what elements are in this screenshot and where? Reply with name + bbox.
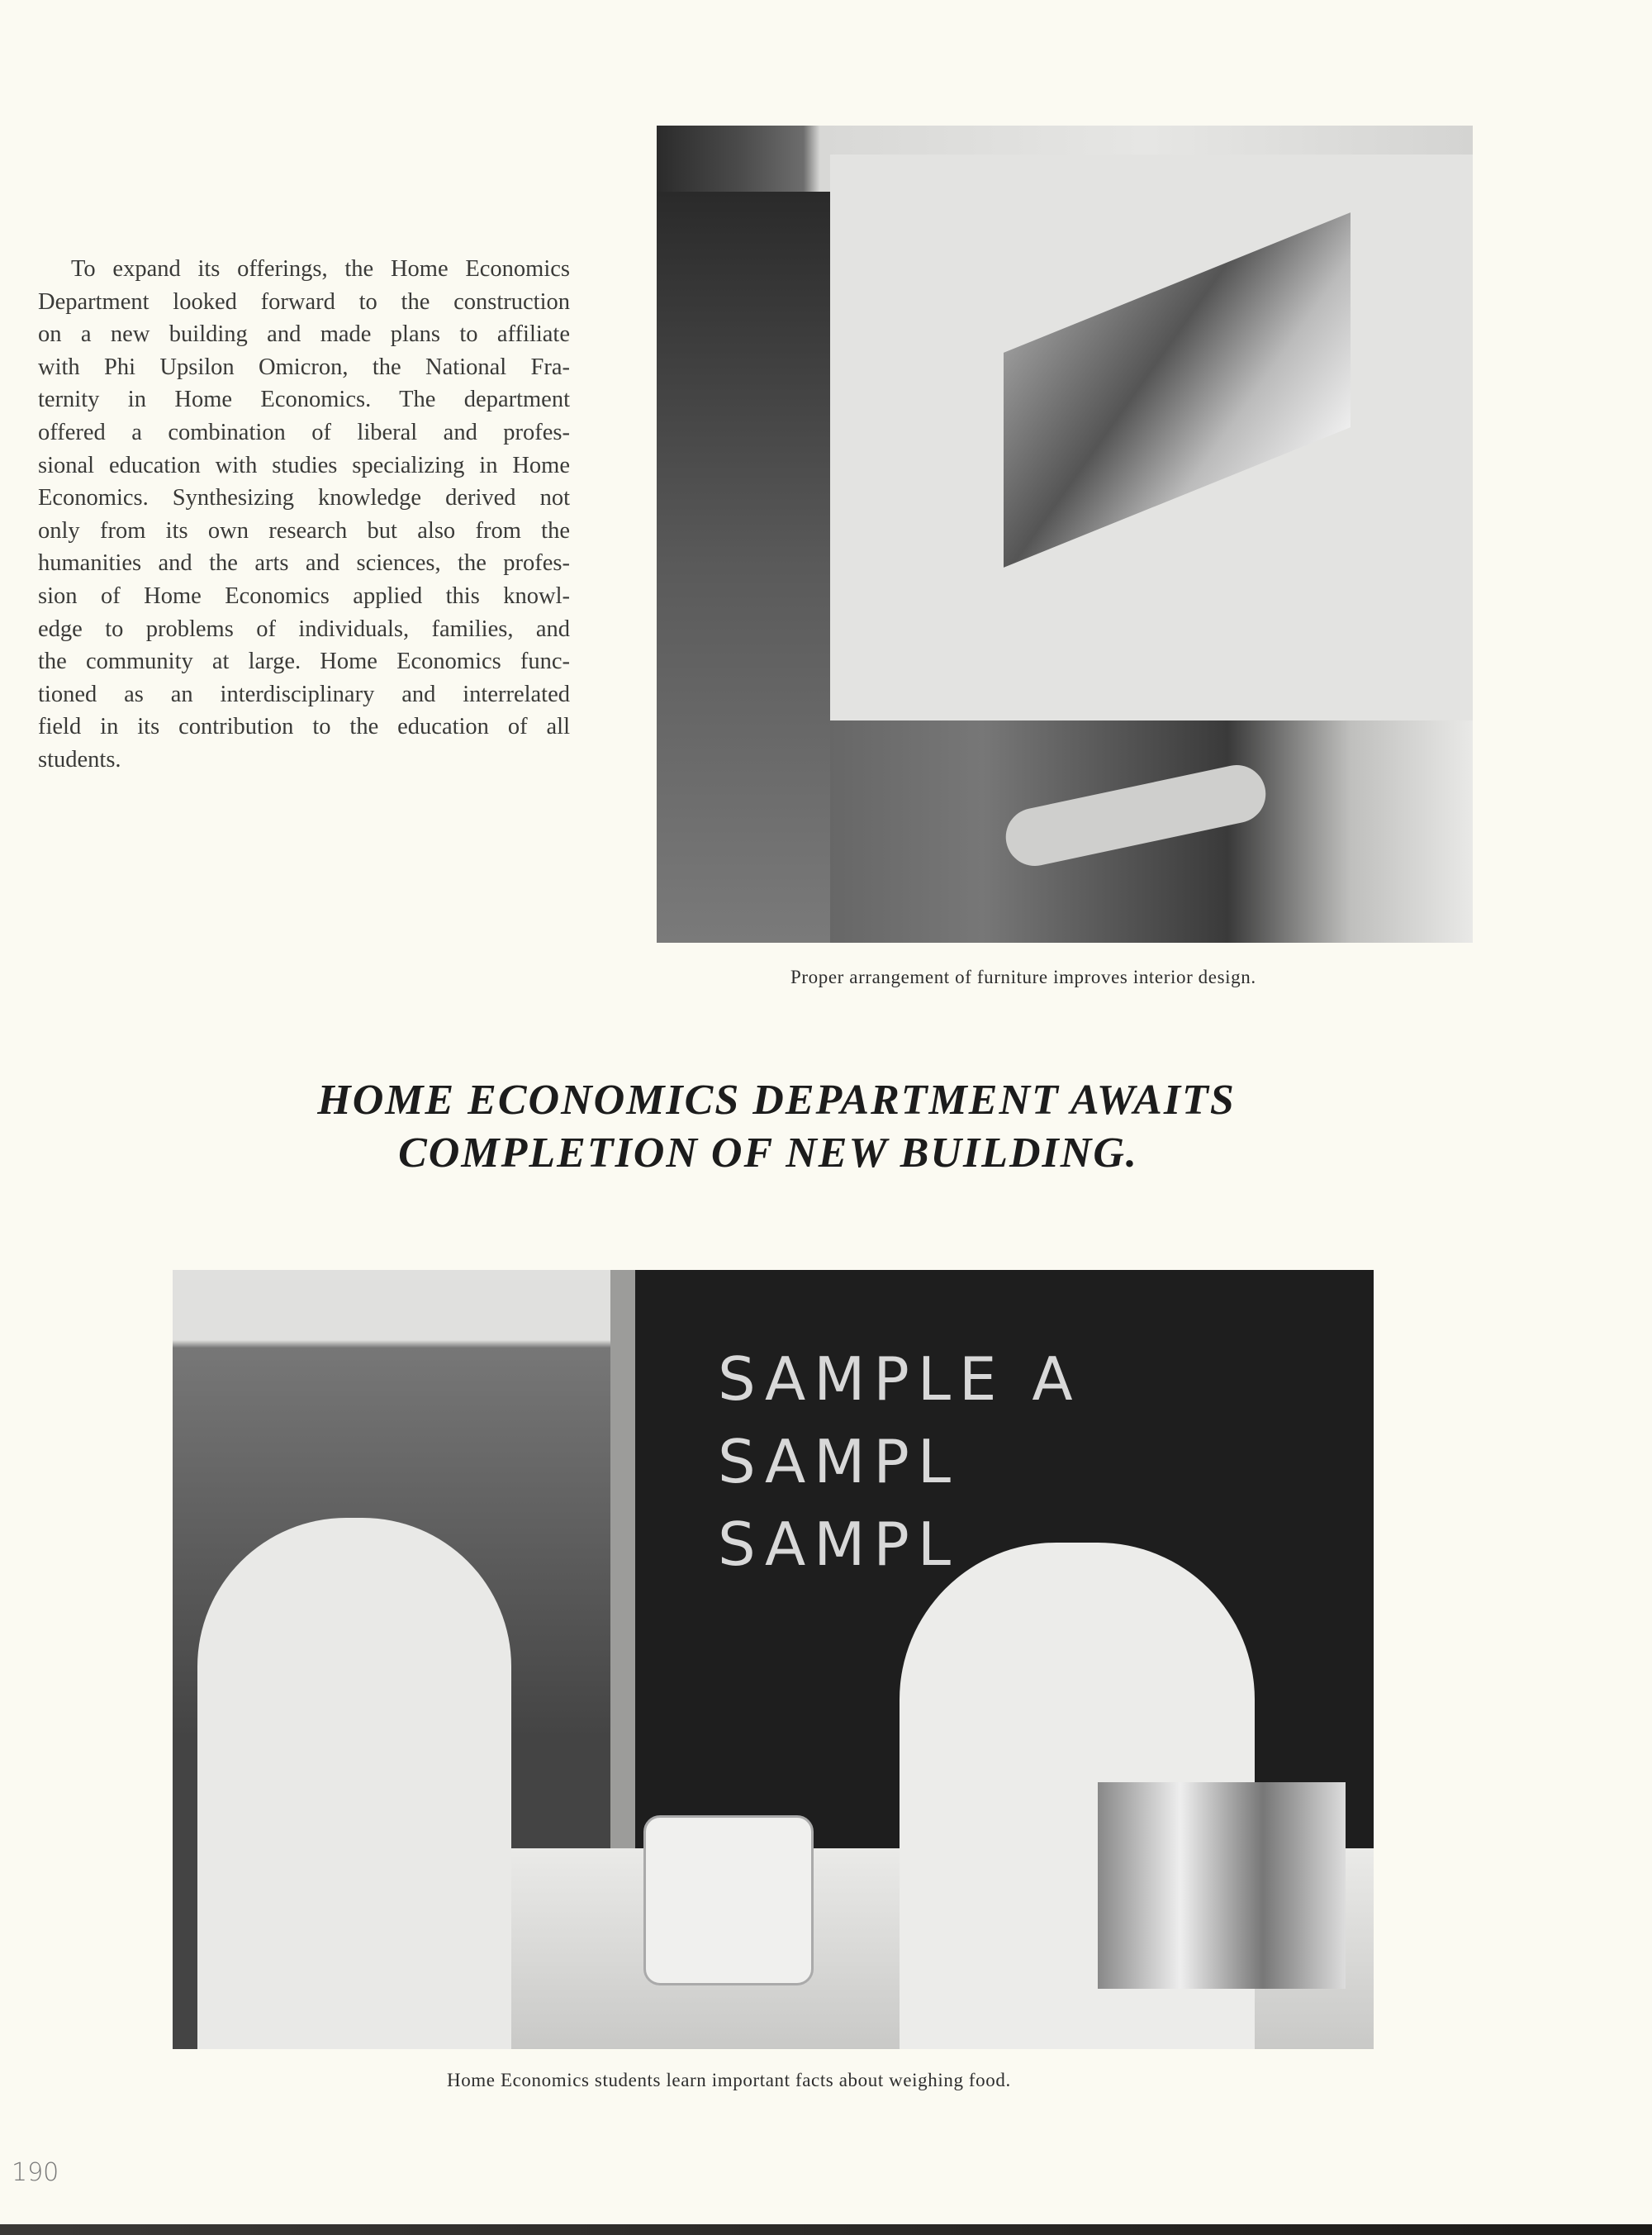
- body-line: Economics. Synthesizing knowledge derived not: [38, 485, 570, 511]
- body-line: sional education with studies specializing in Home: [38, 452, 570, 478]
- body-line: the community at large. Home Economics func-: [38, 649, 570, 675]
- chalk-text: SAMPL: [718, 1510, 959, 1579]
- body-line: students.: [38, 746, 121, 773]
- body-line: ternity in Home Economics. The department: [38, 387, 570, 413]
- scan-edge: [0, 2224, 1652, 2235]
- headline-line-2: COMPLETION OF NEW BUILDING.: [398, 1129, 1138, 1177]
- interior-design-photo: [657, 126, 1473, 943]
- body-line: To expand its offerings, the Home Economics: [71, 256, 570, 282]
- chalk-text: SAMPLE A: [718, 1344, 1081, 1414]
- photo1-caption: Proper arrangement of furniture improves interior design.: [790, 967, 1256, 987]
- weighing-food-photo: [173, 1270, 1374, 2049]
- photo2-caption: Home Economics students learn important facts about weighing food.: [447, 2070, 1011, 2090]
- body-line: sion of Home Economics applied this knowl-: [38, 583, 570, 609]
- body-line: on a new building and made plans to affiliate: [38, 321, 570, 348]
- body-line: tioned as an interdisciplinary and interrelated: [38, 681, 570, 707]
- kitchen-scale: [643, 1815, 814, 1985]
- body-line: edge to problems of individuals, families, and: [38, 616, 570, 642]
- student-figure: [657, 192, 830, 943]
- body-line: field in its contribution to the education of all: [38, 714, 570, 740]
- body-line: only from its own research but also from the: [38, 517, 570, 544]
- body-line: Department looked forward to the construction: [38, 288, 570, 315]
- body-paragraph: [38, 253, 570, 777]
- body-line: offered a combination of liberal and profes-: [38, 419, 570, 445]
- headline-line-1: HOME ECONOMICS DEPARTMENT AWAITS: [317, 1077, 1236, 1124]
- student-left: [197, 1518, 511, 2049]
- body-line: with Phi Upsilon Omicron, the National Fra-: [38, 354, 570, 380]
- page-number: 190: [12, 2158, 59, 2187]
- chalk-text: SAMPL: [718, 1427, 959, 1496]
- cans: [1098, 1782, 1346, 1989]
- body-line: humanities and the arts and sciences, the profes-: [38, 550, 570, 577]
